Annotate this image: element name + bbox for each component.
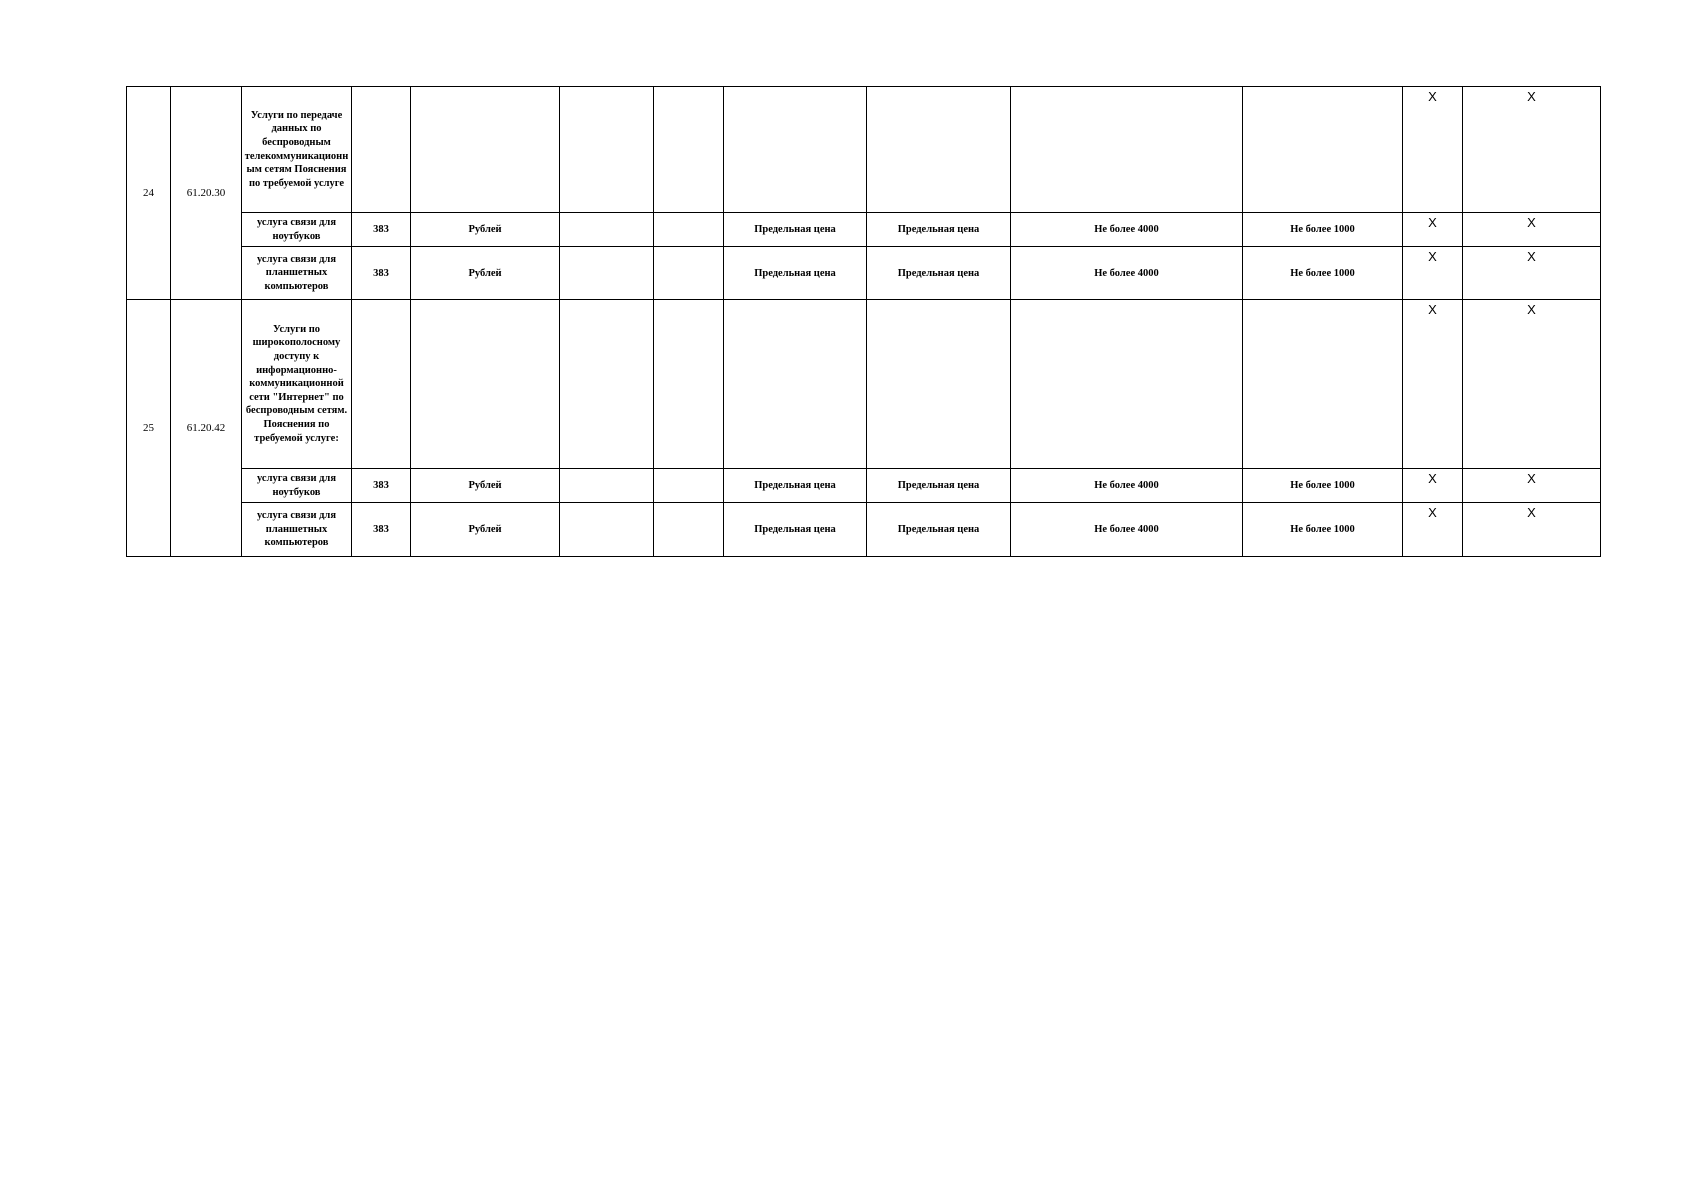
unit-name: Рублей bbox=[411, 247, 560, 300]
row-number: 25 bbox=[127, 300, 171, 557]
value-cell: Не более 4000 bbox=[1011, 247, 1243, 300]
value-cell: Не более 1000 bbox=[1243, 469, 1403, 503]
okpd-code: 61.20.30 bbox=[171, 87, 242, 300]
okei-code: 383 bbox=[352, 213, 411, 247]
empty-cell bbox=[654, 247, 724, 300]
empty-cell bbox=[352, 87, 411, 213]
table-row bbox=[127, 503, 1601, 557]
empty-cell bbox=[560, 469, 654, 503]
empty-cell bbox=[654, 213, 724, 247]
value-cell: Не более 4000 bbox=[1011, 469, 1243, 503]
row-number: 24 bbox=[127, 87, 171, 300]
characteristic-cell: Предельная цена bbox=[724, 469, 867, 503]
x-mark: X bbox=[1403, 469, 1463, 503]
requirements-table bbox=[126, 86, 1601, 557]
okpd-code: 61.20.42 bbox=[171, 300, 242, 557]
characteristic-cell: Предельная цена bbox=[867, 503, 1011, 557]
empty-cell bbox=[560, 300, 654, 469]
empty-cell bbox=[411, 87, 560, 213]
x-mark: X bbox=[1463, 300, 1601, 469]
characteristic-cell: Предельная цена bbox=[867, 213, 1011, 247]
value-cell: Не более 1000 bbox=[1243, 213, 1403, 247]
x-mark: X bbox=[1463, 503, 1601, 557]
x-mark: X bbox=[1403, 300, 1463, 469]
empty-cell bbox=[724, 300, 867, 469]
empty-cell bbox=[654, 469, 724, 503]
empty-cell bbox=[411, 300, 560, 469]
value-cell: Не более 4000 bbox=[1011, 503, 1243, 557]
document-sheet bbox=[126, 86, 1600, 557]
okei-code: 383 bbox=[352, 247, 411, 300]
characteristic-cell: Предельная цена bbox=[867, 469, 1011, 503]
x-mark: X bbox=[1463, 469, 1601, 503]
unit-name: Рублей bbox=[411, 469, 560, 503]
service-group-title: Услуги по передаче данных по беспроводным телекоммуникационным сетям Пояснения по требуемой услуге bbox=[242, 87, 352, 213]
empty-cell bbox=[1243, 300, 1403, 469]
service-name: услуга связи для планшетных компьютеров bbox=[242, 503, 352, 557]
table-row bbox=[127, 247, 1601, 300]
empty-cell bbox=[1011, 87, 1243, 213]
x-mark: X bbox=[1463, 213, 1601, 247]
empty-cell bbox=[867, 87, 1011, 213]
empty-cell bbox=[654, 503, 724, 557]
characteristic-cell: Предельная цена bbox=[724, 213, 867, 247]
table-row bbox=[127, 300, 1601, 469]
empty-cell bbox=[1243, 87, 1403, 213]
value-cell: Не более 1000 bbox=[1243, 503, 1403, 557]
empty-cell bbox=[560, 213, 654, 247]
empty-cell bbox=[724, 87, 867, 213]
okei-code: 383 bbox=[352, 503, 411, 557]
x-mark: X bbox=[1403, 503, 1463, 557]
empty-cell bbox=[654, 300, 724, 469]
table-row bbox=[127, 87, 1601, 213]
empty-cell bbox=[352, 300, 411, 469]
empty-cell bbox=[560, 247, 654, 300]
value-cell: Не более 1000 bbox=[1243, 247, 1403, 300]
x-mark: X bbox=[1403, 213, 1463, 247]
service-group-title: Услуги по широкополосному доступу к информационно-коммуникационной сети "Интернет" по беспроводным сетям. Пояснения по требуемой услуге: bbox=[242, 300, 352, 469]
table-row bbox=[127, 213, 1601, 247]
service-name: услуга связи для ноутбуков bbox=[242, 469, 352, 503]
empty-cell bbox=[867, 300, 1011, 469]
x-mark: X bbox=[1403, 87, 1463, 213]
value-cell: Не более 4000 bbox=[1011, 213, 1243, 247]
x-mark: X bbox=[1463, 87, 1601, 213]
service-name: услуга связи для планшетных компьютеров bbox=[242, 247, 352, 300]
empty-cell bbox=[654, 87, 724, 213]
x-mark: X bbox=[1403, 247, 1463, 300]
empty-cell bbox=[560, 87, 654, 213]
service-name: услуга связи для ноутбуков bbox=[242, 213, 352, 247]
characteristic-cell: Предельная цена bbox=[867, 247, 1011, 300]
characteristic-cell: Предельная цена bbox=[724, 503, 867, 557]
empty-cell bbox=[1011, 300, 1243, 469]
unit-name: Рублей bbox=[411, 213, 560, 247]
empty-cell bbox=[560, 503, 654, 557]
okei-code: 383 bbox=[352, 469, 411, 503]
table-row bbox=[127, 469, 1601, 503]
x-mark: X bbox=[1463, 247, 1601, 300]
unit-name: Рублей bbox=[411, 503, 560, 557]
characteristic-cell: Предельная цена bbox=[724, 247, 867, 300]
